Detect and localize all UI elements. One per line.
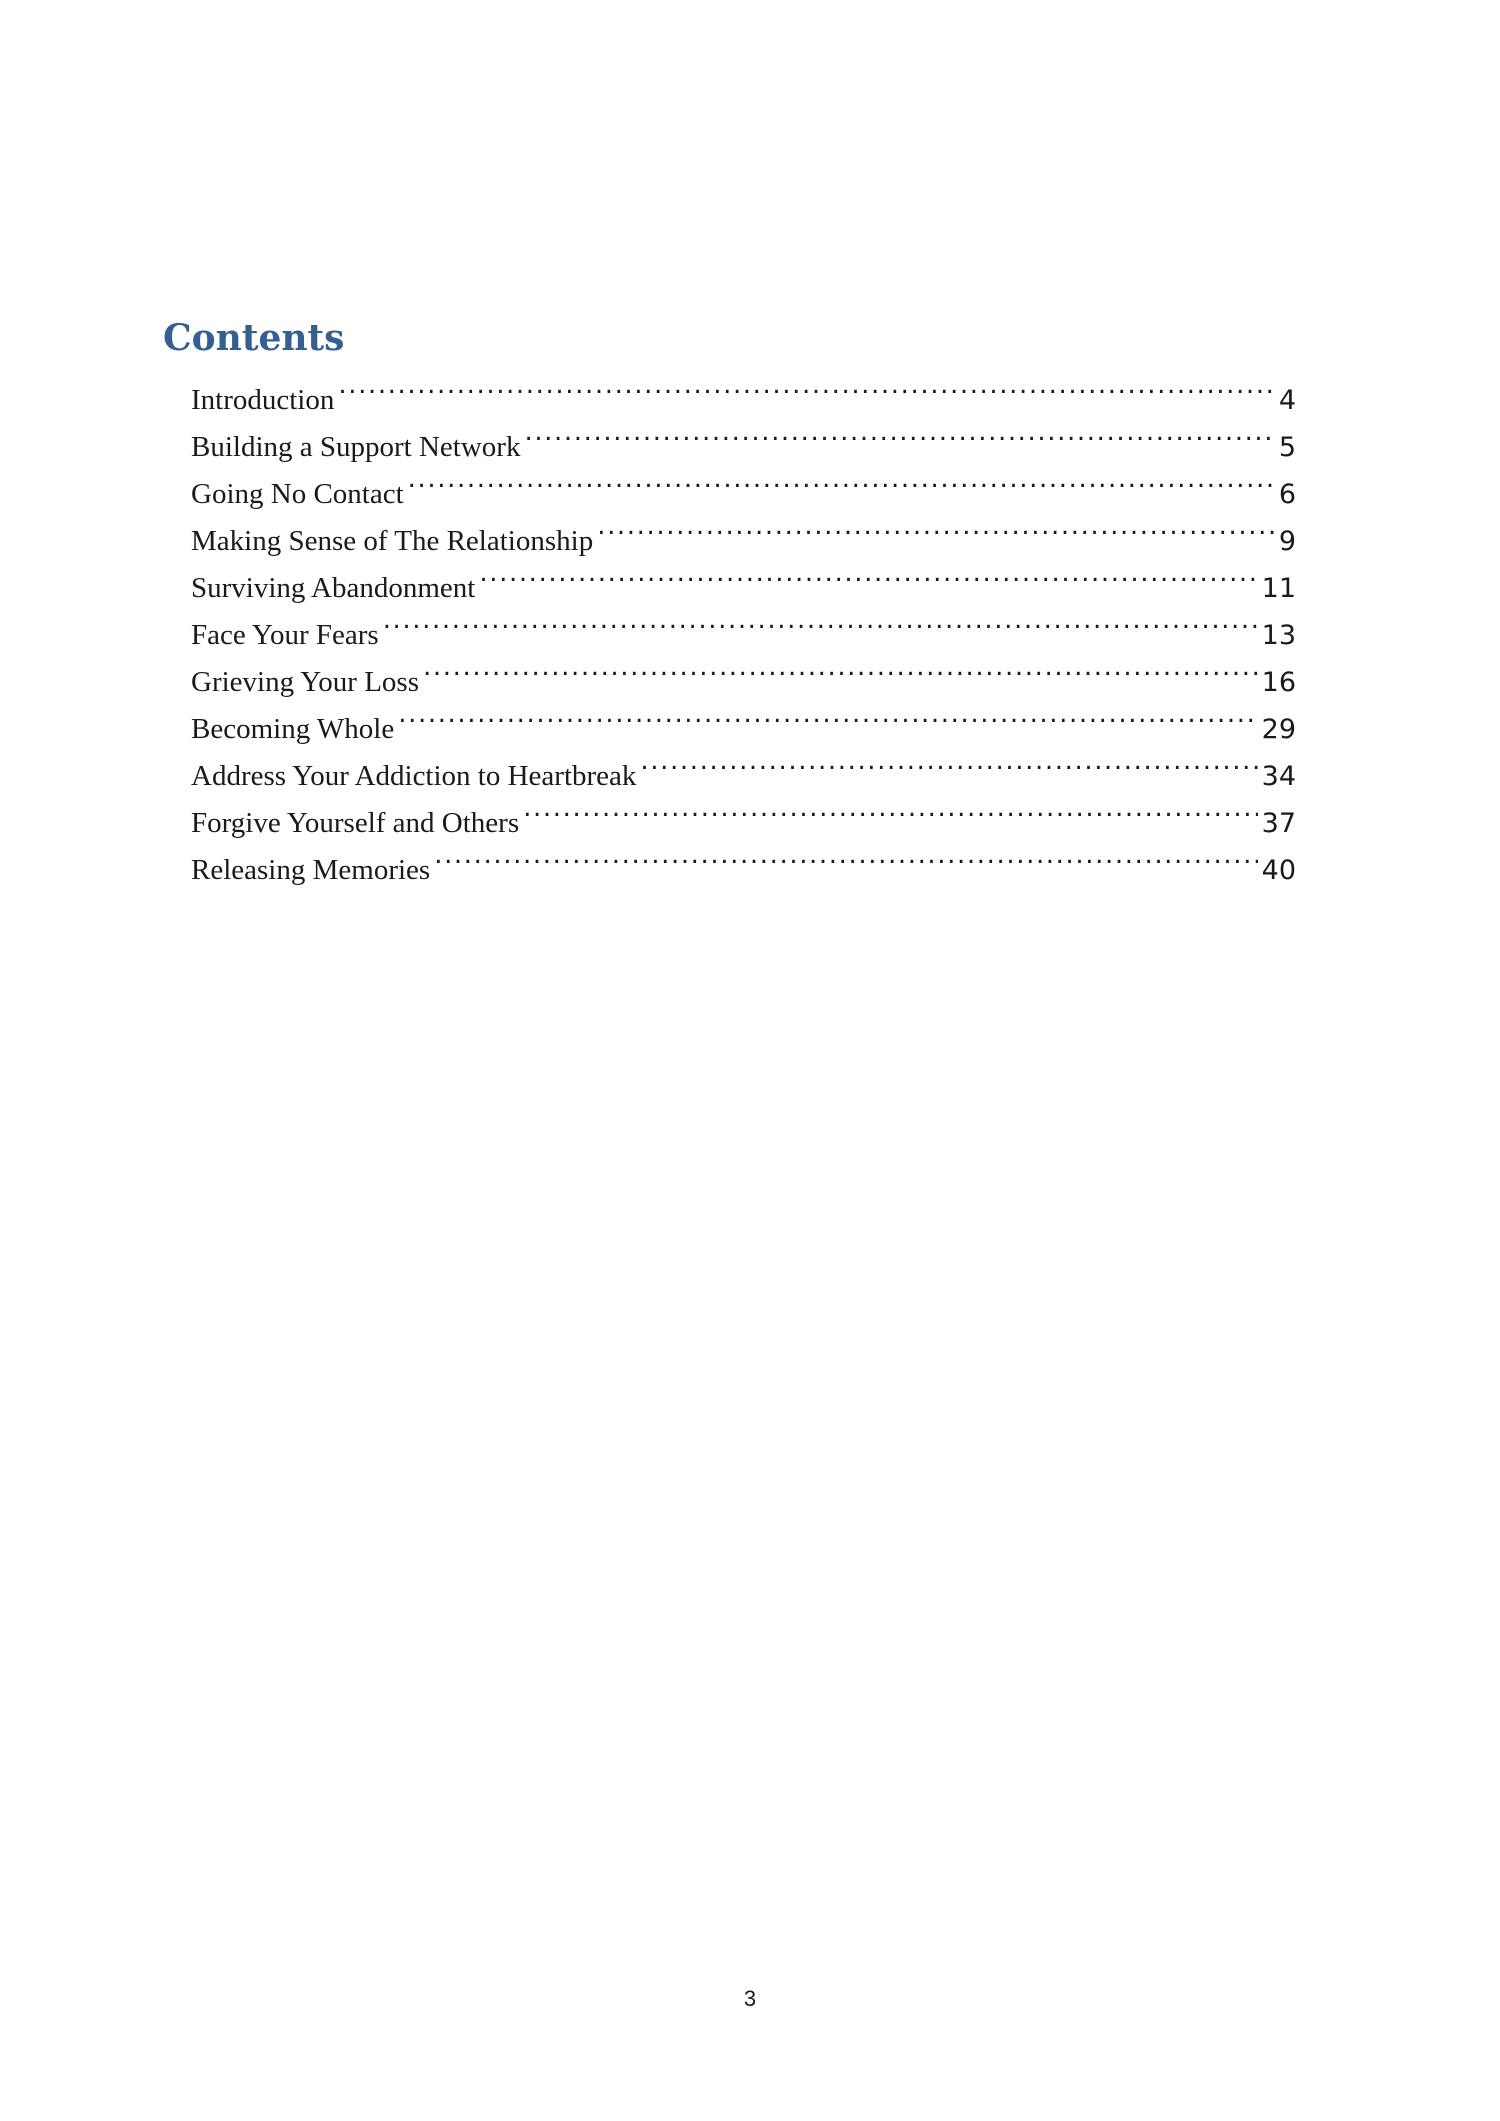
toc-entry-introduction[interactable] [191,362,1296,416]
toc-entry-title: Going No Contact [191,478,404,510]
toc-dot-leader [640,738,1257,785]
toc-heading: Contents [163,317,345,359]
toc-entry-page: 4 [1278,385,1296,416]
toc-dot-leader [398,691,1257,738]
toc-entry-title: Introduction [191,384,335,416]
toc-dot-leader [523,785,1258,832]
toc-entry-title: Grieving Your Loss [191,666,419,698]
toc-entry-page: 5 [1278,432,1296,463]
toc-entry-title: Face Your Fears [191,619,379,651]
toc-entry-page: 13 [1261,620,1296,651]
toc-list [191,362,1296,886]
toc-entry-title: Address Your Addiction to Heartbreak [191,760,637,792]
toc-entry-page: 40 [1261,855,1296,886]
toc-entry-page: 6 [1278,479,1296,510]
page-number: 3 [743,1986,757,2011]
toc-entry-building-support-network[interactable] [191,409,1296,463]
toc-entry-page: 34 [1261,761,1296,792]
toc-dot-leader [479,550,1257,597]
toc-entry-page: 9 [1278,526,1296,557]
toc-entry-title: Forgive Yourself and Others [191,807,520,839]
toc-dot-leader [408,456,1275,503]
toc-dot-leader [383,597,1258,644]
toc-dot-leader [338,362,1274,409]
toc-dot-leader [423,644,1258,691]
toc-entry-title: Making Sense of The Relationship [191,525,594,557]
toc-dot-leader [524,409,1274,456]
toc-entry-title: Releasing Memories [191,854,431,886]
toc-entry-page: 16 [1261,667,1296,698]
toc-entry-title: Building a Support Network [191,431,521,463]
toc-entry-title: Becoming Whole [191,713,395,745]
toc-entry-page: 11 [1261,573,1296,604]
toc-entry-page: 37 [1261,808,1296,839]
toc-dot-leader [434,832,1257,879]
toc-entry-title: Surviving Abandonment [191,572,476,604]
toc-entry-page: 29 [1261,714,1296,745]
toc-dot-leader [597,503,1275,550]
